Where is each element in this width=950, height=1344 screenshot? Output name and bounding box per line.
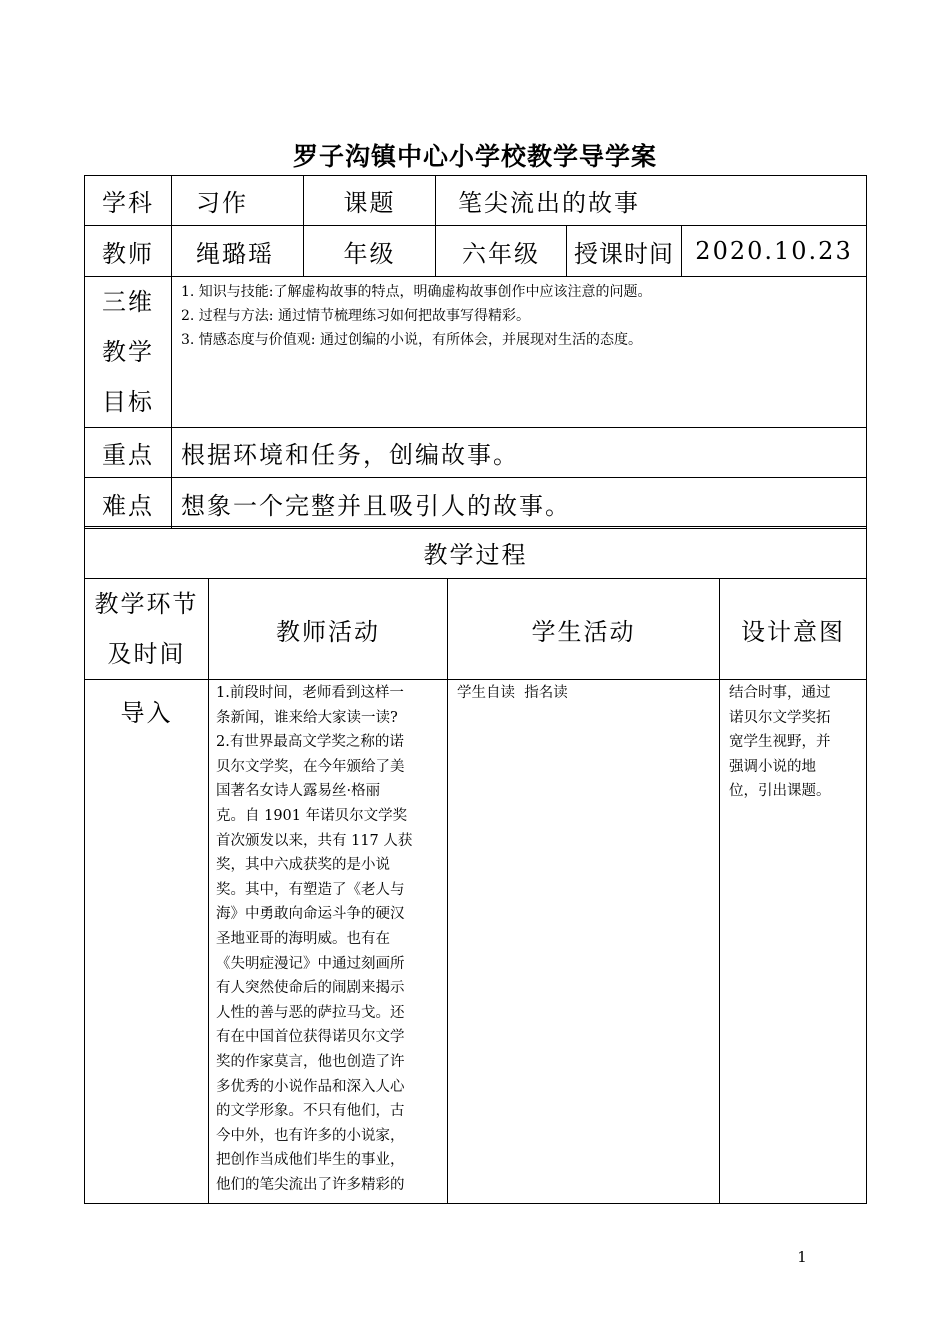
objectives-label-line: 目标 — [102, 388, 154, 416]
teacher-line: 今中外，也有许多的小说家， — [216, 1127, 405, 1144]
header-intent: 设计意图 — [720, 579, 867, 680]
header-stage-line: 及时间 — [107, 640, 186, 668]
objectives-content — [172, 277, 867, 428]
key-point-value: 根据环境和任务，创编故事。 — [172, 428, 867, 478]
process-title: 教学过程 — [85, 527, 867, 579]
header-stage — [85, 579, 209, 680]
teacher-label: 教师 — [85, 226, 172, 277]
process-table — [84, 526, 867, 1204]
teacher-line: 他们的笔尖流出了许多精彩的 — [216, 1176, 405, 1193]
teacher-line: 海》中勇敢向命运斗争的硬汉 — [216, 906, 405, 923]
teacher-line: 奖，其中六成获奖的是小说 — [216, 857, 390, 874]
teacher-line: 《失明症漫记》中通过刻画所 — [216, 955, 405, 972]
objectives-label-line: 三维 — [102, 288, 154, 316]
intent-line: 宽学生视野，并 — [729, 734, 831, 751]
stage-cell: 导入 — [85, 680, 209, 1204]
teacher-line: 的文学形象。不只有他们，古 — [216, 1103, 405, 1120]
teacher-line: 克。自 1901 年诺贝尔文学奖 — [216, 807, 408, 824]
teacher-activity-cell — [209, 680, 448, 1204]
teacher-line: 把创作当成他们毕生的事业， — [216, 1152, 405, 1169]
grade-value: 六年级 — [436, 226, 567, 277]
teacher-line: 有人突然使命后的闹剧来揭示 — [216, 980, 405, 997]
student-activity-cell: 学生自读 指名读 — [448, 680, 720, 1204]
header-student: 学生活动 — [448, 579, 720, 680]
difficulty-label: 难点 — [85, 478, 172, 529]
objectives-label — [85, 277, 172, 428]
teacher-line: 首次颁发以来，共有 117 人获 — [216, 832, 413, 849]
page-title: 罗子沟镇中心小学校教学导学案 — [292, 142, 657, 171]
teacher-line: 有在中国首位获得诺贝尔文学 — [216, 1029, 405, 1046]
teacher-line: 贝尔文学奖，在今年颁给了美 — [216, 758, 405, 775]
teacher-line: 2.有世界最高文学奖之称的诺 — [216, 734, 404, 751]
design-intent-cell — [720, 680, 867, 1204]
time-value: 2020.10.23 — [682, 226, 867, 277]
teacher-line: 人性的善与恶的萨拉马戈。还 — [216, 1004, 405, 1021]
intent-line: 结合时事，通过 — [729, 685, 831, 701]
topic-value: 笔尖流出的故事 — [436, 176, 867, 226]
teacher-line: 1.前段时间，老师看到这样一 — [216, 685, 404, 701]
teacher-value: 绳璐瑶 — [172, 226, 304, 277]
teacher-line: 奖。其中，有塑造了《老人与 — [216, 881, 405, 898]
key-point-label: 重点 — [85, 428, 172, 478]
intent-line: 诺贝尔文学奖拓 — [729, 709, 831, 726]
objective-item: 2. 过程与方法: 通过情节梳理练习如何把故事写得精彩。 — [181, 308, 530, 324]
teacher-line: 奖的作家莫言，他也创造了许 — [216, 1053, 405, 1070]
header-stage-line: 教学环节 — [94, 590, 199, 618]
time-label: 授课时间 — [567, 226, 682, 277]
subject-value: 习作 — [172, 176, 304, 226]
subject-label: 学科 — [85, 176, 172, 226]
topic-label: 课题 — [304, 176, 436, 226]
objective-item: 3. 情感态度与价值观: 通过创编的小说，有所体会，并展现对生活的态度。 — [181, 332, 642, 348]
teacher-line: 多优秀的小说作品和深入人心 — [216, 1078, 405, 1095]
info-table — [84, 175, 867, 529]
grade-label: 年级 — [304, 226, 436, 277]
intent-line: 强调小说的地 — [729, 758, 816, 775]
objectives-label-line: 教学 — [102, 338, 154, 366]
intent-line: 位，引出课题。 — [729, 783, 831, 800]
teacher-line: 国著名女诗人露易丝·格丽 — [216, 783, 381, 800]
difficulty-value: 想象一个完整并且吸引人的故事。 — [172, 478, 867, 529]
teacher-line: 条新闻，谁来给大家读一读? — [216, 709, 398, 726]
teacher-line: 圣地亚哥的海明威。也有在 — [216, 930, 390, 947]
objective-item: 1. 知识与技能:了解虚构故事的特点，明确虚构故事创作中应该注意的问题。 — [181, 284, 652, 300]
header-teacher: 教师活动 — [209, 579, 448, 680]
page-number: 1 — [797, 1248, 807, 1266]
